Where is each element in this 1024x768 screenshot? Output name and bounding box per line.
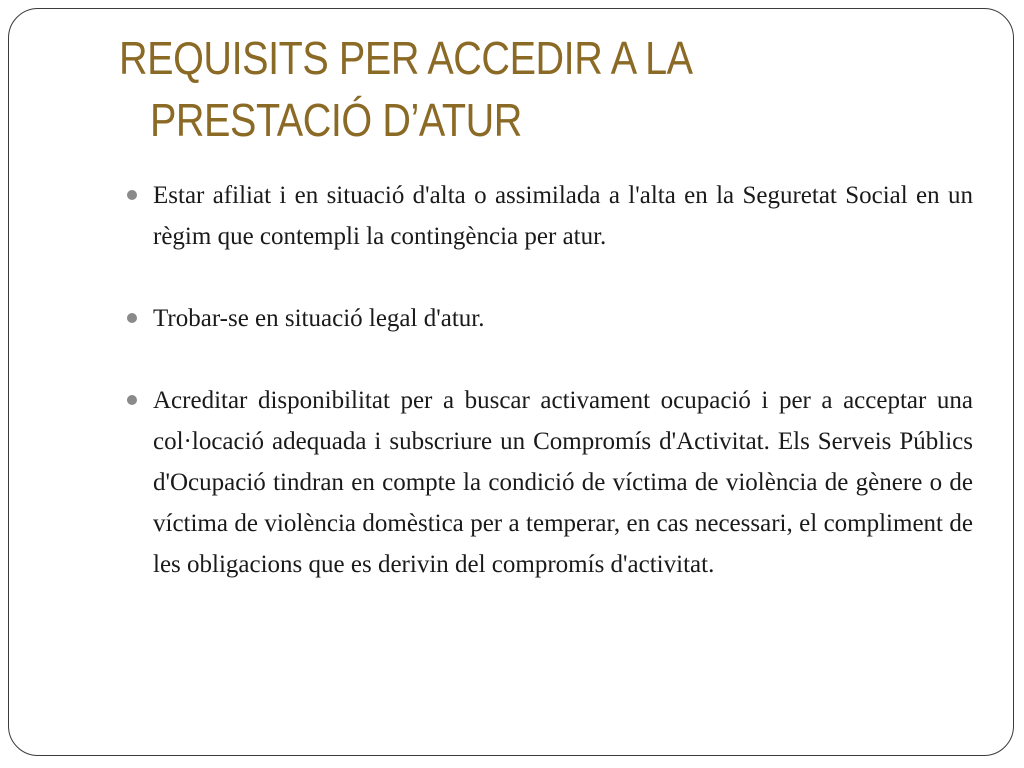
- bullet-text: Estar afiliat i en situació d'alta o assimilada a l'alta en la Seguretat Social en un règim que contempli la contingència per atur.: [153, 182, 973, 250]
- bullet-list: [127, 175, 973, 585]
- bullet-dot-icon: [127, 313, 137, 323]
- slide-frame: [8, 8, 1014, 756]
- bullet-text: Trobar-se en situació legal d'atur.: [153, 305, 485, 332]
- bullet-dot-icon: [127, 395, 137, 405]
- bullet-text: Acreditar disponibilitat per a buscar activament ocupació i per a acceptar una col·locació adequada i subscriure un Compromís d'Activitat. Els Serveis Públics d'Ocupació tindran en compte la condició de víctima de violència de gènere o de víctima de violència domèstica per a temperar, en cas necessari, el compliment de les obligacions que es derivin del compromís d'activitat.: [153, 387, 973, 578]
- bullet-item-situacio-legal: [127, 298, 973, 339]
- bullet-item-afiliacio: [127, 175, 973, 257]
- title-line-1: REQUISITS PER ACCEDIR A LA: [119, 32, 693, 84]
- title-line-2: PRESTACIÓ D’ATUR: [149, 94, 522, 146]
- bullet-item-disponibilitat: [127, 380, 973, 585]
- slide-title: [119, 27, 859, 151]
- bullet-dot-icon: [127, 190, 137, 200]
